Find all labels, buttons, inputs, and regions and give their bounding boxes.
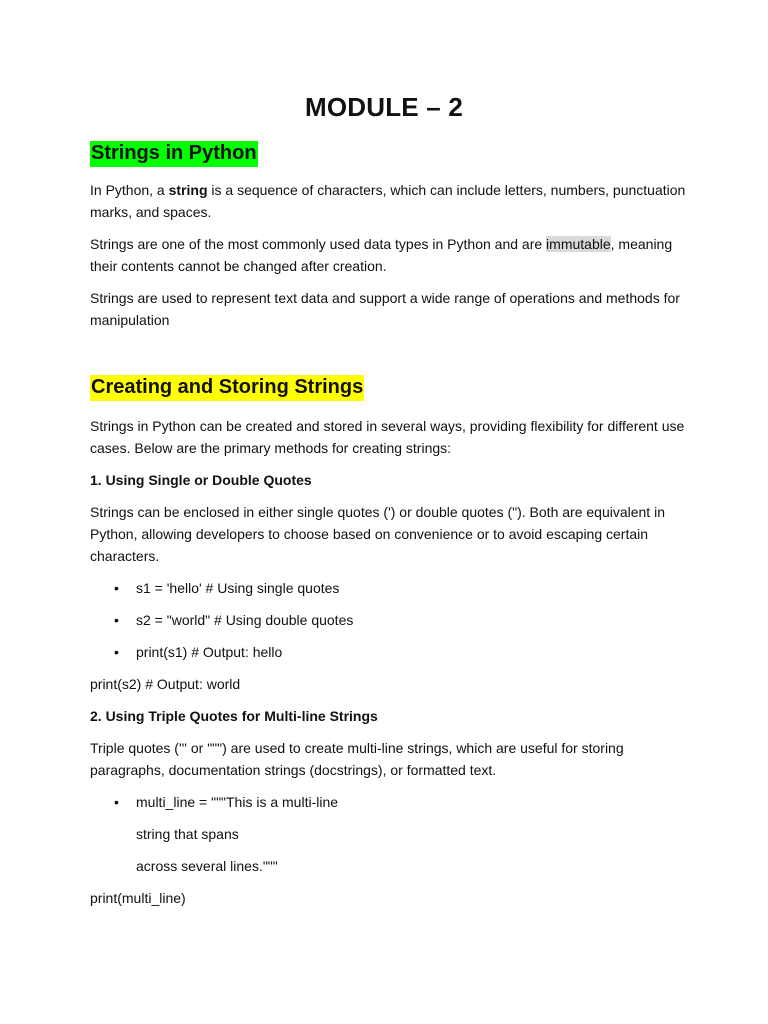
list-item-text: print(s1) # Output: hello	[136, 644, 283, 660]
subheading-triple-quotes: 2. Using Triple Quotes for Multi-line Strings	[90, 708, 378, 724]
list-item-text: s1 = 'hello' # Using single quotes	[136, 580, 340, 596]
list-item	[90, 791, 686, 813]
section1-heading-wrap	[90, 141, 686, 167]
document-page	[90, 92, 686, 919]
section1-paragraph-2	[90, 233, 686, 277]
subsection1-text: Strings can be enclosed in either single quotes (') or double quotes ("). Both are equivalent in Python, allowing developers to choose based on convenience or to avoid escaping certain characters.	[90, 504, 665, 564]
section1-paragraph-3: Strings are used to represent text data and support a wide range of operations and methods for manipulation	[90, 290, 680, 328]
code-bullet-list-1	[90, 577, 686, 663]
bullet-icon: •	[114, 794, 119, 810]
code-continuation-line-2: across several lines."""	[136, 858, 278, 874]
p2-text-after: , meaning their contents cannot be changed after creation.	[90, 236, 673, 274]
list-item-text: s2 = "world" # Using double quotes	[136, 612, 354, 628]
bullet-icon: •	[114, 580, 119, 596]
subheading-single-double-quotes: 1. Using Single or Double Quotes	[90, 472, 312, 488]
p2-highlighted-term: immutable	[546, 236, 611, 252]
bullet-icon: •	[114, 612, 119, 628]
section1-heading: Strings in Python	[90, 141, 258, 167]
subsection2-text: Triple quotes (''' or """) are used to create multi-line strings, which are useful for storing paragraphs, documentation strings (docstrings), or formatted text.	[90, 740, 624, 778]
p1-bold-term: string	[168, 182, 208, 198]
list-item	[90, 577, 686, 599]
section2-intro: Strings in Python can be created and stored in several ways, providing flexibility for different use cases. Below are the primary methods for creating strings:	[90, 418, 685, 456]
section1-paragraph-1	[90, 179, 686, 223]
list-item-text: multi_line = """This is a multi-line	[136, 794, 339, 810]
bullet-icon: •	[114, 644, 119, 660]
page-title: MODULE – 2	[304, 92, 464, 122]
code-line-print-s2: print(s2) # Output: world	[90, 676, 241, 692]
p1-text-after: is a sequence of characters, which can include letters, numbers, punctuation marks, and spaces.	[90, 182, 686, 220]
code-line-print-multi-line: print(multi_line)	[90, 890, 186, 906]
section2-heading-wrap	[90, 375, 686, 401]
list-item	[90, 609, 686, 631]
p2-text-before: Strings are one of the most commonly used data types in Python and are	[90, 236, 547, 252]
p1-text-before: In Python, a	[90, 182, 169, 198]
code-continuation-line-1: string that spans	[136, 826, 239, 842]
code-bullet-list-2	[90, 791, 686, 813]
section2-heading: Creating and Storing Strings	[90, 375, 364, 401]
list-item	[90, 641, 686, 663]
title-wrap	[90, 92, 678, 123]
